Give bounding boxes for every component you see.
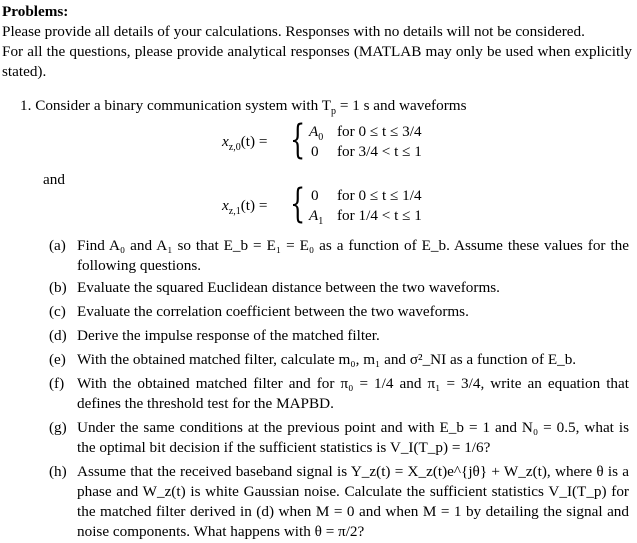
x1-row-1: 0 for 0 ≤ t ≤ 1/4: [311, 187, 422, 204]
x0-row-2: 0 for 3/4 < t ≤ 1: [311, 143, 422, 160]
and-connector: and: [43, 171, 65, 188]
problem-1-lead: 1. Consider a binary communication system with $T_p = 1$ s and waveforms: [20, 97, 467, 118]
instruction-2: For all the questions, please provide analytical responses (MATLAB may only be used when explicitly stated).: [2, 43, 632, 80]
problem-sheet: Problems: Please provide all details of your calculations. Responses with no details will not be considered. For all the questions, please provide analytical responses (MATLAB may only be used when explicitly stated). 1. Consider a binary communication system with $T_p = 1$ s and waveforms $x_{z,0}(t)$ = { $A_0$ for 0 ≤ t ≤ 3/4 0 for 3/4 < t ≤ 1 and $x_{z,1}(t)$ = { 0 for 0 ≤ t ≤ 1/4 $A_1$ for 1/4 < t ≤ 1 (a) Find A₀ and A₁ so that E_b = E₁ = E₀ as a function of E_b. Assume these values for the following questions. (b) Evaluate the squared Euclidean distance between the two waveforms. (c) Evaluate the correlation coefficient between the two waveforms. (d) Derive the impulse response of the matched filter. (e) With the obtained matched filter, calculate m₀, m₁ and σ²_NI as a function of E_b. (f) With the obtained matched filter and for π₀ = 1/4 and π₁ = 3/4, write an equation that defines the threshold test for the MAPBD. (g) Under the same conditions at the previous point and with E_b = 1 and N₀ = 0.5, what is the optimal bit decision if the sufficient statistics is V_I(T_p) = 1/6? (h) Assume that the received baseband signal is Y_z(t) = X_z(t)e^{jθ} + W_z(t), where θ is a phase and W_z(t) is white Gaussian noise. Calculate the sufficient statistics V_I(T_p) for the matched filter derived in (d) when M = 0 and when M = 1 by detailing the signal and noise components. What happens with θ = π/2?: [2, 3, 632, 540]
x0-row-1: $A_0$ for 0 ≤ t ≤ 3/4: [309, 123, 422, 144]
left-brace: {: [290, 117, 306, 163]
instruction-1: Please provide all details of your calculations. Responses with no details will not be considered.: [2, 23, 585, 40]
x1-row-2: $A_1$ for 1/4 < t ≤ 1: [309, 207, 422, 228]
instructions: [2, 22, 632, 82]
left-brace: {: [290, 181, 306, 227]
heading: Problems:: [2, 3, 69, 20]
